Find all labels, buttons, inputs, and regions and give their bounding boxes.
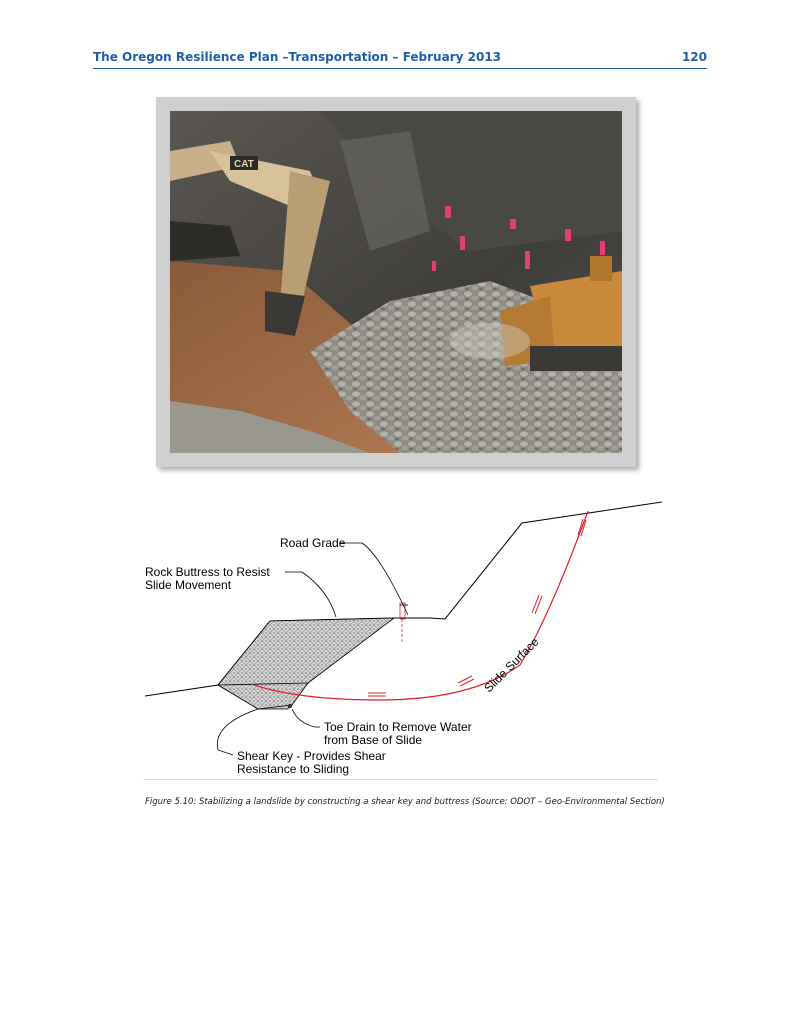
document-title: The Oregon Resilience Plan –Transportation – February 2013	[93, 50, 502, 64]
shear-key-label-line1: Shear Key - Provides Shear	[237, 749, 386, 763]
ground-profile-line	[145, 502, 662, 696]
shear-key	[218, 683, 308, 709]
slide-surface-label: Slide Surface	[481, 634, 542, 696]
photo-image	[170, 111, 622, 453]
toe-drain-label-line1: Toe Drain to Remove Water	[324, 720, 472, 734]
road-grade-label: Road Grade	[280, 536, 346, 550]
toe-drain-label-line2: from Base of Slide	[324, 733, 423, 747]
page-header	[93, 50, 707, 69]
slide-direction-marks	[368, 519, 586, 696]
slope-stabilization-diagram	[140, 495, 665, 780]
shear-key-label-line2: Resistance to Sliding	[237, 762, 350, 776]
construction-photo	[156, 97, 636, 467]
toe-drain	[288, 704, 292, 708]
figure-divider	[143, 779, 658, 780]
excavator-brand-label: CAT	[234, 159, 254, 170]
figure-caption: Figure 5.10: Stabilizing a landslide by constructing a shear key and buttress (Source: ODOT – Geo-Environmental Section)	[145, 797, 665, 807]
rock-buttress-label-line2: Slide Movement	[145, 578, 232, 592]
road-grade-post	[400, 603, 408, 643]
page-number: 120	[681, 50, 707, 64]
rock-buttress-label-line1: Rock Buttress to Resist	[145, 565, 270, 579]
